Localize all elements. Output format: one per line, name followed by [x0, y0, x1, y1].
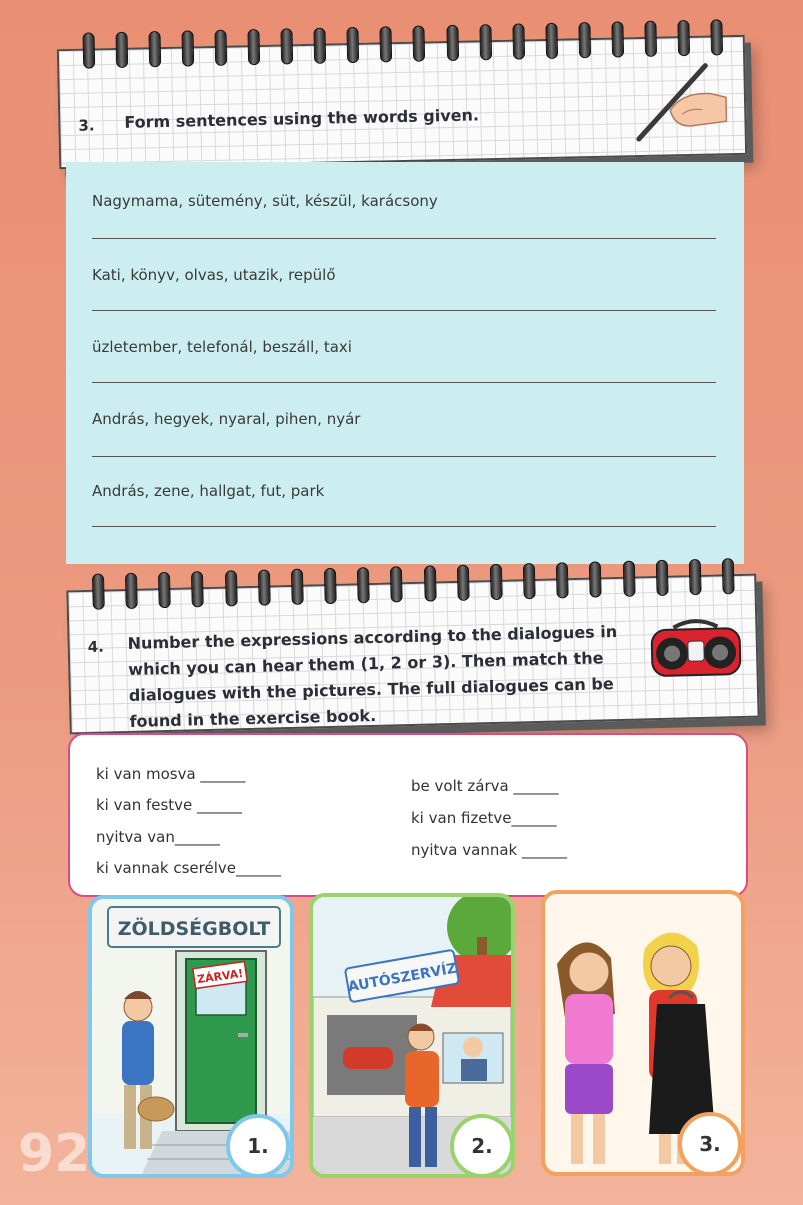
- answer-line-4[interactable]: [92, 456, 716, 457]
- expression-left-2[interactable]: ki van festve ______: [96, 796, 243, 814]
- shop-sign: ZÖLDSÉGBOLT: [117, 918, 271, 940]
- closed-sign: ZÁRVA!: [196, 966, 245, 987]
- spiral-binding: [92, 558, 735, 610]
- prompt-5: András, zene, hallgat, fut, park: [92, 482, 325, 500]
- exercise-4-number: 4.: [87, 637, 105, 656]
- answer-line-1[interactable]: [92, 238, 716, 239]
- expression-left-1[interactable]: ki van mosva ______: [96, 765, 246, 783]
- picture-1-badge: 1.: [226, 1114, 290, 1178]
- expression-right-1[interactable]: be volt zárva ______: [411, 777, 559, 795]
- exercise-4-instruction: [127, 619, 629, 735]
- exercise-3-instruction: Form sentences using the words given.: [124, 105, 480, 132]
- exercise-3-answer-panel: [66, 162, 744, 564]
- picture-2-badge: 2.: [450, 1114, 514, 1178]
- picture-3-badge: 3.: [678, 1112, 742, 1176]
- service-sign: AUTÓSZERVÍZ: [346, 960, 458, 996]
- exercise-4-header: [66, 574, 759, 735]
- answer-line-3[interactable]: [92, 382, 716, 383]
- page-number: 92: [18, 1124, 91, 1184]
- instruction-line-4: found in the exercise book.: [129, 705, 377, 731]
- prompt-3: üzletember, telefonál, beszáll, taxi: [92, 338, 352, 356]
- expressions-box: [68, 733, 748, 897]
- instruction-line-1: Number the expressions according to the dialogues in: [127, 622, 618, 653]
- answer-line-2[interactable]: [92, 310, 716, 311]
- prompt-1: Nagymama, sütemény, süt, készül, karácsony: [92, 192, 438, 210]
- expression-right-3[interactable]: nyitva vannak ______: [411, 841, 567, 859]
- spiral-binding: [82, 19, 723, 68]
- pencil-hand-icon: [629, 51, 731, 143]
- prompt-4: András, hegyek, nyaral, pihen, nyár: [92, 410, 361, 428]
- answer-line-5[interactable]: [92, 526, 716, 527]
- expression-left-4[interactable]: ki vannak cserélve______: [96, 859, 281, 877]
- exercise-3-header: [57, 35, 747, 169]
- instruction-line-2: which you can hear them (1, 2 or 3). Then match the: [128, 648, 604, 679]
- exercise-3-number: 3.: [78, 116, 95, 135]
- prompt-2: Kati, könyv, olvas, utazik, repülő: [92, 266, 336, 284]
- expression-right-2[interactable]: ki van fizetve______: [411, 809, 557, 827]
- expression-left-3[interactable]: nyitva van______: [96, 828, 220, 846]
- instruction-line-3: dialogues with the pictures. The full dialogues can be: [128, 674, 614, 705]
- radio-cassette-icon: [647, 616, 745, 682]
